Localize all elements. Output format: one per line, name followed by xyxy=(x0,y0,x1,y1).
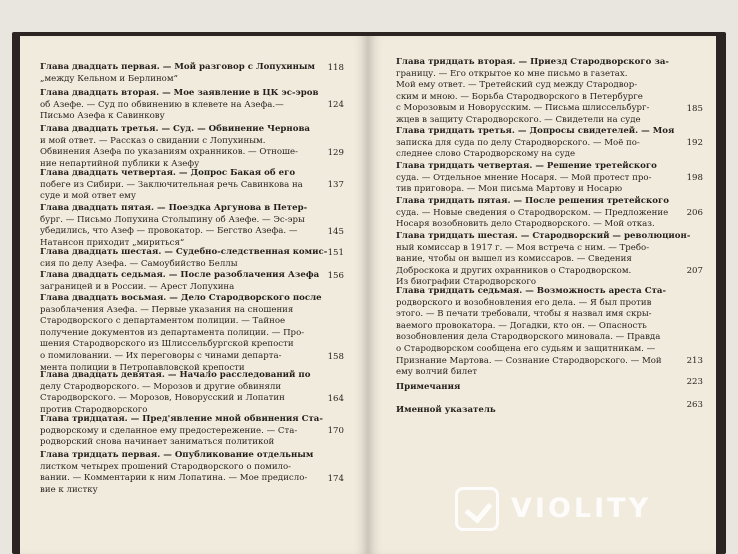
toc-line: Глава двадцать четвертая. — Допрос Бакая об его xyxy=(40,168,296,178)
toc-page-number: 158 xyxy=(327,351,344,362)
toc-line: Из биографии Стародворского xyxy=(396,277,536,288)
toc-line: этого. — В печати требовали, чтобы я назвал имя скры- xyxy=(396,309,652,320)
toc-page-number: 206 xyxy=(686,208,703,219)
toc-page-number: 145 xyxy=(327,226,344,237)
toc-entry xyxy=(396,57,669,127)
toc-line: Глава двадцать восьмая. — Дело Стародворского после xyxy=(40,293,322,303)
toc-line: Стародворского. — Морозов, Новорусский и Лопатин xyxy=(40,393,285,404)
toc-entry xyxy=(40,168,303,203)
toc-line: ским и мною. — Борьба Стародворского в Петербурге xyxy=(396,91,643,102)
toc-line: возобновления дела Стародворского миновала. — Правда xyxy=(396,332,661,343)
toc-line: Глава двадцать третья. — Суд. — Обвинение Чернова xyxy=(40,124,310,134)
watermark xyxy=(455,485,725,535)
toc-entry xyxy=(40,203,307,249)
toc-line: Глава тридцатая. — Пред'явление мной обвинения Ста- xyxy=(40,414,323,424)
toc-line: суде и мой ответ ему xyxy=(40,191,136,202)
toc-line: Признание Мартова. — Сознание Стародворского. — Мой xyxy=(396,355,662,366)
watermark-text: VIOLITY xyxy=(511,493,652,524)
toc-line: записка для суда по делу Стародворского. — Моё по- xyxy=(396,137,640,148)
toc-line: о Стародворском сообщена его судьям и защитникам. — xyxy=(396,343,656,354)
toc-page-number: 207 xyxy=(686,266,703,277)
toc-line: Стародворского с департаментом полиции. — Тайное xyxy=(40,316,286,327)
toc-entry xyxy=(40,88,318,123)
toc-page-number: 174 xyxy=(327,473,344,484)
toc-line: Глава тридцать вторая. — Приезд Стародворского за- xyxy=(396,57,669,67)
toc-page-number: 156 xyxy=(327,270,344,281)
toc-page-number: 118 xyxy=(327,62,344,73)
toc-line: Глава тридцать седьмая. — Возможность ареста Ста- xyxy=(396,286,667,296)
toc-line: суда. — Новые сведения о Стародворском. — Предложение xyxy=(396,207,669,218)
toc-page-number: 124 xyxy=(327,100,344,111)
toc-line: убедились, что Азеф — провокатор. — Бегство Азефа. — xyxy=(40,226,298,237)
toc-line: вании. — Комментарии к ним Лопатина. — Мое предисло- xyxy=(40,473,308,484)
toc-line: бург. — Письмо Лопухина Столыпину об Азефе. — Эс-эры xyxy=(40,214,305,225)
toc-line: ние непартийной публики к Азефу xyxy=(40,158,200,169)
toc-line: Письмо Азефа к Савинкову xyxy=(40,111,165,122)
toc-page-number: 223 xyxy=(686,377,703,387)
toc-line: Глава тридцать первая. — Опубликование отдельным xyxy=(40,450,314,460)
toc-line: шения Стародворского из Шлиссельбургской крепости xyxy=(40,339,294,350)
toc-line: получение документов из департамента полиции. — Про- xyxy=(40,327,305,338)
toc-line: вание, чтобы он вышел из комиссаров. — Сведения xyxy=(396,254,632,265)
watermark-check-icon xyxy=(455,487,499,531)
toc-page-number: 185 xyxy=(686,104,703,114)
toc-page-number: 213 xyxy=(686,356,703,367)
toc-entry xyxy=(396,231,690,289)
toc-line: ему волчий билет xyxy=(396,367,478,378)
toc-line: против Стародворского xyxy=(40,404,148,415)
toc-line: тив приговора. — Мои письма Мартову и Носарю xyxy=(396,184,623,195)
toc-line: родворский снова начинает заниматься политикой xyxy=(40,437,275,448)
toc-line: родворскому и сделанное ему предостережение. — Ста- xyxy=(40,425,298,436)
toc-line: Глава двадцать вторая. — Мое заявление в ЦК эс-эров xyxy=(40,88,319,98)
toc-entry xyxy=(40,247,327,270)
toc-line: Глава двадцать первая. — Мой разговор с Лопухиным xyxy=(40,62,315,72)
toc-line: вие к листку xyxy=(40,484,98,495)
toc-line: о помиловании. — Их переговоры с чинами департа- xyxy=(40,350,282,361)
toc-entry xyxy=(40,270,319,293)
toc-line: следнее слово Стародворскому на суде xyxy=(396,149,576,160)
toc-line: побеге из Сибири. — Заключительная речь Савинкова на xyxy=(40,179,303,190)
toc-line: Глава тридцать шестая. — Стародворский — революцион- xyxy=(396,231,691,241)
toc-line: и мой ответ. — Рассказ о свидании с Лопухиным. xyxy=(40,135,266,146)
toc-page-number: 198 xyxy=(686,173,703,184)
toc-entry xyxy=(40,370,310,416)
toc-line: суда. — Отдельное мнение Носаря. — Мой протест про- xyxy=(396,172,652,183)
toc-line: листком четырех прошений Стародворского о помило- xyxy=(40,461,292,472)
toc-line: Глава двадцать седьмая. — После разоблачения Азефа xyxy=(40,270,320,280)
toc-line: границу. — Его открытое ко мне письмо в газетах. xyxy=(396,68,628,79)
toc-line: родворского и возобновления его дела. — Я был против xyxy=(396,297,652,308)
toc-entry xyxy=(40,414,323,449)
toc-line: делу Стародворского. — Морозов и другие обвиняли xyxy=(40,381,282,392)
toc-page-number: 129 xyxy=(327,147,344,158)
toc-line: ный комиссар в 1917 г. — Моя встреча с ним. — Требо- xyxy=(396,242,650,253)
toc-page-number: 192 xyxy=(686,138,703,149)
toc-page-number: 170 xyxy=(327,426,344,437)
toc-index: Именной указатель xyxy=(396,405,496,415)
toc-entry xyxy=(40,450,313,496)
toc-notes: Примечания xyxy=(396,382,461,392)
toc-entry xyxy=(40,62,315,85)
toc-line: Обвинения Азефа по указаниям охранников. — Отноше- xyxy=(40,147,299,158)
toc-line: сия по делу Азефа. — Самоубийство Беллы xyxy=(40,258,238,269)
toc-line: Натансон приходит „мириться“ xyxy=(40,237,185,248)
toc-line: жцев в защиту Стародворского. — Свидетели на суде xyxy=(396,114,641,125)
toc-line: Мой ему ответ. — Третейский суд между Стародвор- xyxy=(396,80,638,91)
toc-line: заграницей и в России. — Арест Лопухина xyxy=(40,281,235,292)
toc-entry xyxy=(396,161,657,196)
toc-line: Глава двадцать пятая. — Поездка Аргунова в Петер- xyxy=(40,203,308,213)
toc-line: разоблачения Азефа. — Первые указания на сношения xyxy=(40,304,294,315)
toc-entry xyxy=(396,126,674,161)
toc-line: Носаря возобновить дело Стародворского. — Мой отказ. xyxy=(396,219,655,230)
toc-entry xyxy=(396,196,669,231)
toc-line: об Азефе. — Суд по обвинению в клевете на Азефа.— xyxy=(40,99,284,110)
toc-page-number: 164 xyxy=(327,393,344,404)
toc-entry xyxy=(40,124,310,170)
toc-entry xyxy=(396,286,666,379)
toc-line: „между Кельном и Берлином“ xyxy=(40,73,178,84)
toc-line: Глава двадцать девятая. — Начало расследований по xyxy=(40,370,311,380)
toc-line: с Морозовым и Новорусским. — Письма шлиссельбург- xyxy=(396,103,650,114)
toc-page-number: 151 xyxy=(327,247,344,258)
toc-page-number: 263 xyxy=(686,400,703,410)
toc-page-number: 137 xyxy=(327,180,344,191)
toc-line: ваемого провокатора. — Догадки, кто он. — Опасность xyxy=(396,320,647,331)
toc-line: Доброскока и других охранников о Стародворском. xyxy=(396,265,632,276)
toc-line: Глава тридцать третья. — Допросы свидетелей. — Моя xyxy=(396,126,675,136)
toc-line: Глава двадцать шестая. — Судебно-следственная комис- xyxy=(40,247,328,257)
toc-line: мента полиции в Петропавловской крепости xyxy=(40,362,245,373)
toc-line: Глава тридцать пятая. — После решения третейского xyxy=(396,196,669,206)
toc-entry xyxy=(40,293,322,374)
toc-line: Глава тридцать четвертая. — Решение третейского xyxy=(396,161,657,171)
